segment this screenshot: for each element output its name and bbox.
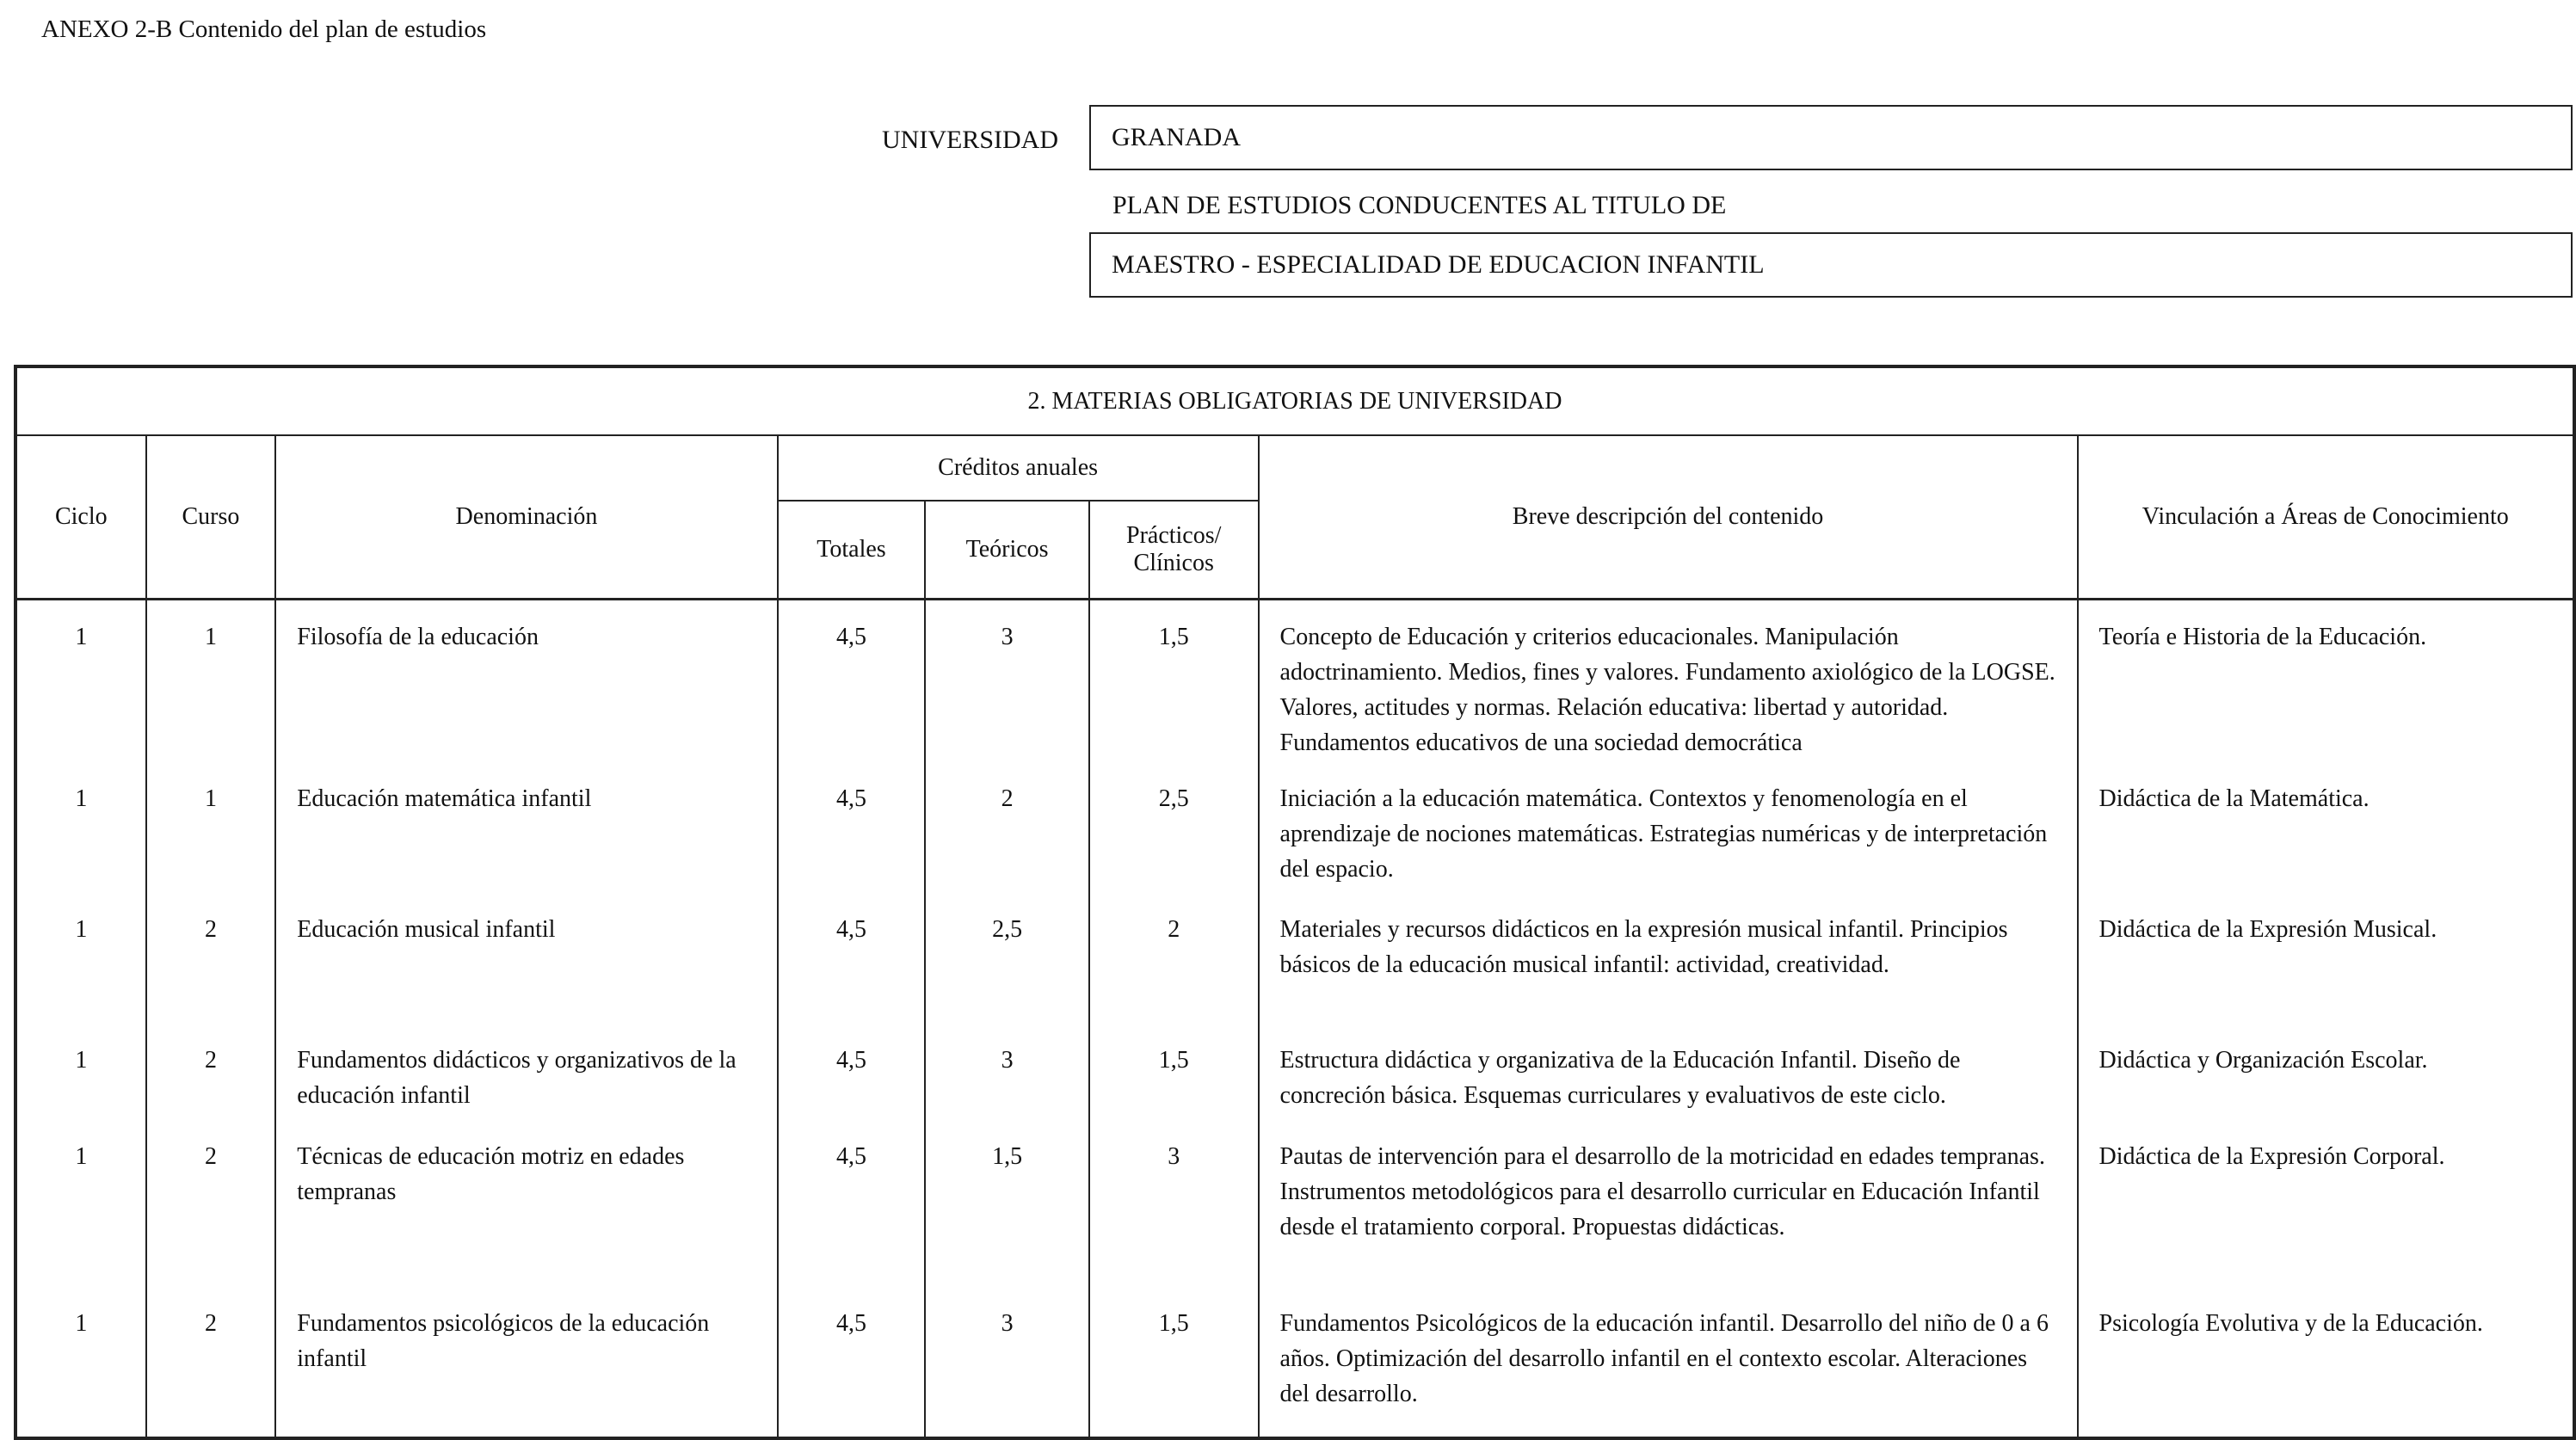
cell-denominacion: Fundamentos didácticos y organizativos de la educación infantil [275,1029,777,1125]
cell-denominacion: Técnicas de educación motriz en edades tempranas [275,1125,777,1292]
table-row [15,1292,2574,1438]
cell-practicos: 1,5 [1089,1029,1259,1125]
cell-vinculacion: Didáctica de la Expresión Musical. [2078,898,2574,1029]
table-row [15,599,2574,767]
cell-descripcion: Concepto de Educación y criterios educacionales. Manipulación adoctrinamiento. Medios, fines y valores. Fundamento axiológico de la LOGSE. Valores, actitudes y normas. Relación educativa: libertad y autoridad. Fundamentos educativos de una sociedad democrática [1259,599,2078,767]
header-totales: Totales [778,501,926,599]
header-ciclo: Ciclo [15,435,146,599]
cell-teoricos: 3 [925,599,1089,767]
subjects-table [14,365,2576,1440]
cell-curso: 1 [146,599,276,767]
cell-ciclo: 1 [15,599,146,767]
cell-descripcion: Estructura didáctica y organizativa de la Educación Infantil. Diseño de concreción básica. Esquemas curriculares y evaluativos de este ciclo. [1259,1029,2078,1125]
cell-vinculacion: Didáctica de la Matemática. [2078,767,2574,898]
university-value: GRANADA [1112,123,1241,151]
cell-teoricos: 3 [925,1029,1089,1125]
cell-denominacion: Educación musical infantil [275,898,777,1029]
cell-vinculacion: Didáctica y Organización Escolar. [2078,1029,2574,1125]
header-teoricos: Teóricos [925,501,1089,599]
cell-teoricos: 2,5 [925,898,1089,1029]
cell-totales: 4,5 [778,1125,926,1292]
cell-curso: 1 [146,767,276,898]
header-curso: Curso [146,435,276,599]
cell-practicos: 2 [1089,898,1259,1029]
cell-descripcion: Pautas de intervención para el desarrollo de la motricidad en edades tempranas. Instrumentos metodológicos para el desarrollo curricular en Educación Infantil desde el tratamiento corporal. Propuestas didácticas. [1259,1125,2078,1292]
cell-ciclo: 1 [15,898,146,1029]
header-practicos [1089,501,1259,599]
cell-practicos: 1,5 [1089,1292,1259,1438]
degree-title-field [1089,232,2573,298]
table-row [15,898,2574,1029]
university-field [1089,105,2573,170]
cell-curso: 2 [146,1029,276,1125]
cell-teoricos: 1,5 [925,1125,1089,1292]
cell-denominacion: Fundamentos psicológicos de la educación infantil [275,1292,777,1438]
header-descripcion: Breve descripción del contenido [1259,435,2078,599]
cell-descripcion: Fundamentos Psicológicos de la educación infantil. Desarrollo del niño de 0 a 6 años. Optimización del desarrollo infantil en el contexto escolar. Alteraciones del desarrollo. [1259,1292,2078,1438]
cell-ciclo: 1 [15,1125,146,1292]
cell-ciclo: 1 [15,1292,146,1438]
cell-vinculacion: Psicología Evolutiva y de la Educación. [2078,1292,2574,1438]
cell-denominacion: Educación matemática infantil [275,767,777,898]
university-label: UNIVERSIDAD [882,126,1058,154]
cell-totales: 4,5 [778,767,926,898]
cell-denominacion: Filosofía de la educación [275,599,777,767]
cell-practicos: 1,5 [1089,599,1259,767]
header-vinculacion: Vinculación a Áreas de Conocimiento [2078,435,2574,599]
degree-title: MAESTRO - ESPECIALIDAD DE EDUCACION INFANTIL [1112,250,1765,279]
header-denominacion: Denominación [275,435,777,599]
cell-vinculacion: Didáctica de la Expresión Corporal. [2078,1125,2574,1292]
annex-title: ANEXO 2-B Contenido del plan de estudios [41,15,487,43]
header-creditos: Créditos anuales [778,435,1259,501]
cell-totales: 4,5 [778,1029,926,1125]
cell-totales: 4,5 [778,599,926,767]
table-row [15,767,2574,898]
cell-vinculacion: Teoría e Historia de la Educación. [2078,599,2574,767]
cell-ciclo: 1 [15,767,146,898]
cell-curso: 2 [146,1125,276,1292]
cell-totales: 4,5 [778,1292,926,1438]
table-title: 2. MATERIAS OBLIGATORIAS DE UNIVERSIDAD [15,366,2574,435]
cell-descripcion: Iniciación a la educación matemática. Contextos y fenomenología en el aprendizaje de nociones matemáticas. Estrategias numéricas y de interpretación del espacio. [1259,767,2078,898]
cell-totales: 4,5 [778,898,926,1029]
header-practicos-line2: Clínicos [1133,549,1214,576]
table-row [15,1029,2574,1125]
cell-descripcion: Materiales y recursos didácticos en la expresión musical infantil. Principios básicos de la educación musical infantil: actividad, creatividad. [1259,898,2078,1029]
plan-label: PLAN DE ESTUDIOS CONDUCENTES AL TITULO DE [1112,191,1727,219]
cell-curso: 2 [146,1292,276,1438]
cell-curso: 2 [146,898,276,1029]
cell-practicos: 2,5 [1089,767,1259,898]
cell-teoricos: 3 [925,1292,1089,1438]
cell-ciclo: 1 [15,1029,146,1125]
cell-practicos: 3 [1089,1125,1259,1292]
table-row [15,1125,2574,1292]
cell-teoricos: 2 [925,767,1089,898]
header-practicos-line1: Prácticos/ [1126,521,1222,549]
